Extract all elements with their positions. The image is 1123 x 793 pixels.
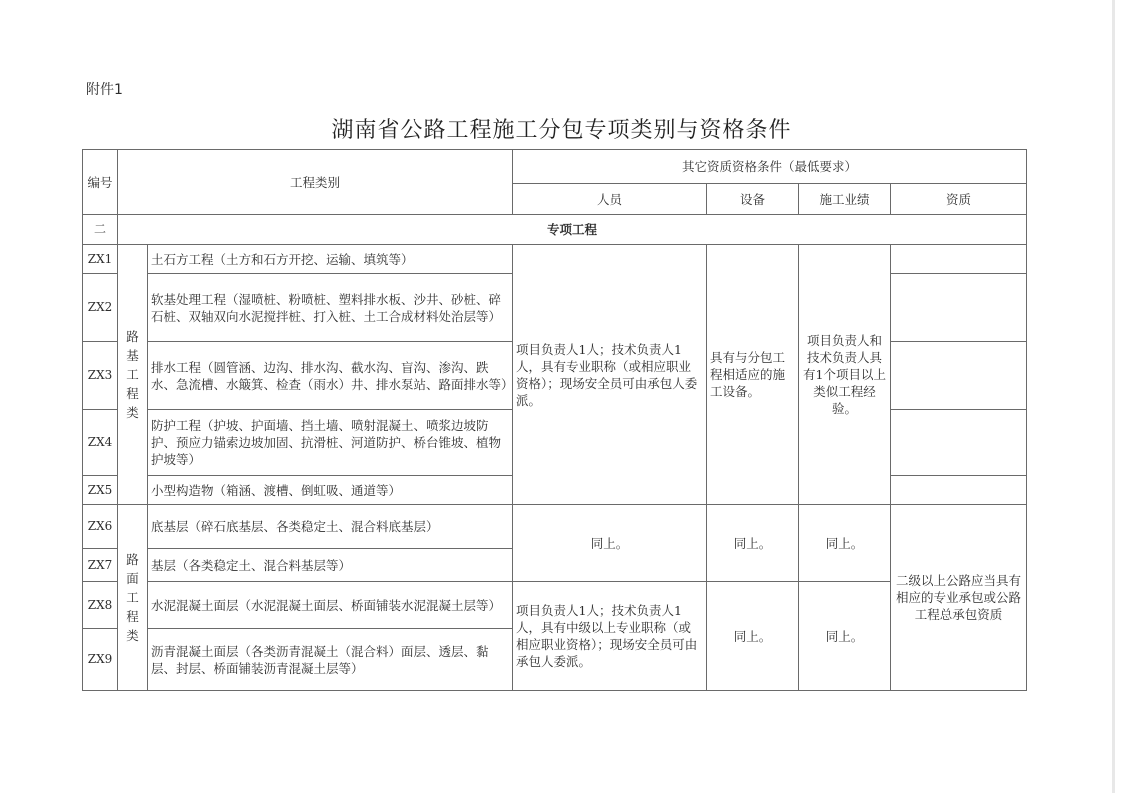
- group-roadbed: [118, 245, 148, 505]
- surface-personnel: 项目负责人1人；技术负责人1人，具有中级以上专业职称（或相应职业资格）；现场安全员可由承包人委派。: [513, 582, 707, 691]
- row-id-zx4: ZX4: [83, 410, 118, 476]
- qualification-zx2: [891, 274, 1027, 342]
- row-id-zx5: ZX5: [83, 476, 118, 505]
- row-id-zx9: ZX9: [83, 629, 118, 691]
- roadbed-performance: 项目负责人和技术负责人具有1个项目以上类似工程经验。: [799, 245, 891, 505]
- attachment-label: 附件1: [86, 82, 123, 98]
- qualification-zx4: [891, 410, 1027, 476]
- group-roadbed-label: 路基工程类: [126, 329, 139, 420]
- qualification-zx1: [891, 245, 1027, 274]
- row-desc-zx5: 小型构造物（箱涵、渡槽、倒虹吸、通道等）: [148, 476, 513, 505]
- row-id-zx1: ZX1: [83, 245, 118, 274]
- section-number: 二: [83, 215, 118, 245]
- surface-equipment: 同上。: [707, 582, 799, 691]
- header-personnel: 人员: [513, 184, 707, 215]
- roadbed-personnel: 项目负责人1人；技术负责人1人，具有专业职称（或相应职业资格）；现场安全员可由承包人委派。: [513, 245, 707, 505]
- base-equipment: 同上。: [707, 505, 799, 582]
- base-performance: 同上。: [799, 505, 891, 582]
- header-performance: 施工业绩: [799, 184, 891, 215]
- header-qualification: 资质: [891, 184, 1027, 215]
- pavement-qualification: 二级以上公路应当具有相应的专业承包或公路工程总承包资质: [891, 505, 1027, 691]
- roadbed-equipment: 具有与分包工程相适应的施工设备。: [707, 245, 799, 505]
- row-id-zx3: ZX3: [83, 342, 118, 410]
- header-number: 编号: [83, 150, 118, 215]
- document-title: 湖南省公路工程施工分包专项类别与资格条件: [331, 118, 792, 143]
- header-equipment: 设备: [707, 184, 799, 215]
- row-id-zx2: ZX2: [83, 274, 118, 342]
- header-other-conditions: 其它资质资格条件（最低要求）: [513, 150, 1027, 184]
- surface-performance: 同上。: [799, 582, 891, 691]
- group-pavement-label: 路面工程类: [126, 552, 139, 643]
- header-category: 工程类别: [118, 150, 513, 215]
- row-desc-zx1: 土石方工程（土方和石方开挖、运输、填筑等）: [148, 245, 513, 274]
- qualification-table: [82, 149, 1027, 691]
- row-desc-zx2: 软基处理工程（湿喷桩、粉喷桩、塑料排水板、沙井、砂桩、碎石桩、双轴双向水泥搅拌桩、打入桩、土工合成材料处治层等）: [148, 274, 513, 342]
- base-personnel: 同上。: [513, 505, 707, 582]
- qualification-zx5: [891, 476, 1027, 505]
- row-desc-zx9: 沥青混凝土面层（各类沥青混凝土（混合料）面层、透层、黏层、封层、桥面铺装沥青混凝土层等）: [148, 629, 513, 691]
- section-name: 专项工程: [118, 215, 1027, 245]
- qualification-zx3: [891, 342, 1027, 410]
- row-desc-zx4: 防护工程（护坡、护面墙、挡土墙、喷射混凝土、喷浆边坡防护、预应力锚索边坡加固、抗滑桩、河道防护、桥台锥坡、植物护坡等）: [148, 410, 513, 476]
- row-id-zx6: ZX6: [83, 505, 118, 549]
- group-pavement: [118, 505, 148, 691]
- row-desc-zx6: 底基层（碎石底基层、各类稳定土、混合料底基层）: [148, 505, 513, 549]
- row-desc-zx8: 水泥混凝土面层（水泥混凝土面层、桥面铺装水泥混凝土层等）: [148, 582, 513, 629]
- row-id-zx7: ZX7: [83, 549, 118, 582]
- row-id-zx8: ZX8: [83, 582, 118, 629]
- row-desc-zx7: 基层（各类稳定土、混合料基层等）: [148, 549, 513, 582]
- row-desc-zx3: 排水工程（圆管涵、边沟、排水沟、截水沟、盲沟、渗沟、跌水、急流槽、水簸箕、检查（雨水）井、排水泵站、路面排水等）: [148, 342, 513, 410]
